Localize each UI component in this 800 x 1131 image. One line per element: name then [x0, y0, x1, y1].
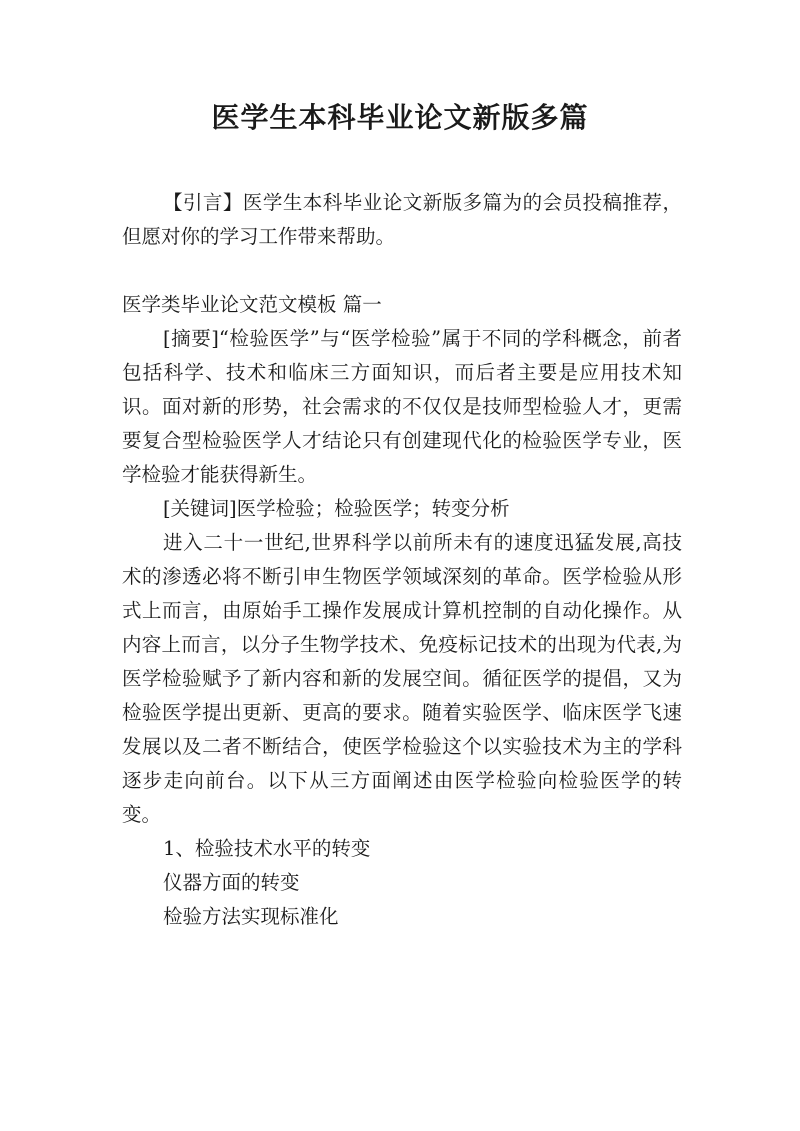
keywords-paragraph: [关键词]医学检验；检验医学；转变分析 — [162, 497, 510, 520]
abstract-paragraph: [摘要]“检验医学”与“医学检验”属于不同的学科概念，前者包括科学、技术和临床三方面知识，而后者主要是应用技术知识。面对新的形势，社会需求的不仅仅是技师型检验人才，更需要复合型检验医学人才结论只有创建现代化的检验医学专业，医学检验才能获得新生。 — [122, 327, 682, 486]
intro-paragraph: 【引言】医学生本科毕业论文新版多篇为的会员投稿推荐，但愿对你的学习工作带来帮助。 — [122, 191, 682, 248]
document-body — [122, 186, 682, 934]
spacer — [122, 254, 682, 288]
body-paragraph: 进入二十一世纪,世界科学以前所未有的速度迅猛发展,高技术的渗透必将不断引申生物医学领域深刻的革命。医学检验从形式上而言，由原始手工操作发展成计算机控制的自动化操作。从内容上而言，以分子生物学技术、免疫标记技术的出现为代表,为医学检验赋予了新内容和新的发展空间。循征医学的提倡，又为检验医学提出更新、更高的要求。随着实验医学、临床医学飞速发展以及二者不断结合，使医学检验这个以实验技术为主的学科逐步走向前台。以下从三方面阐述由医学检验向检验医学的转变。 — [122, 531, 682, 826]
list-item: 检验方法实现标准化 — [162, 905, 339, 928]
list-item: 1、检验技术水平的转变 — [162, 837, 371, 860]
section-heading: 医学类毕业论文范文模板 篇一 — [122, 293, 382, 316]
list-item: 仪器方面的转变 — [162, 871, 300, 894]
document-title: 医学生本科毕业论文新版多篇 — [211, 101, 589, 134]
